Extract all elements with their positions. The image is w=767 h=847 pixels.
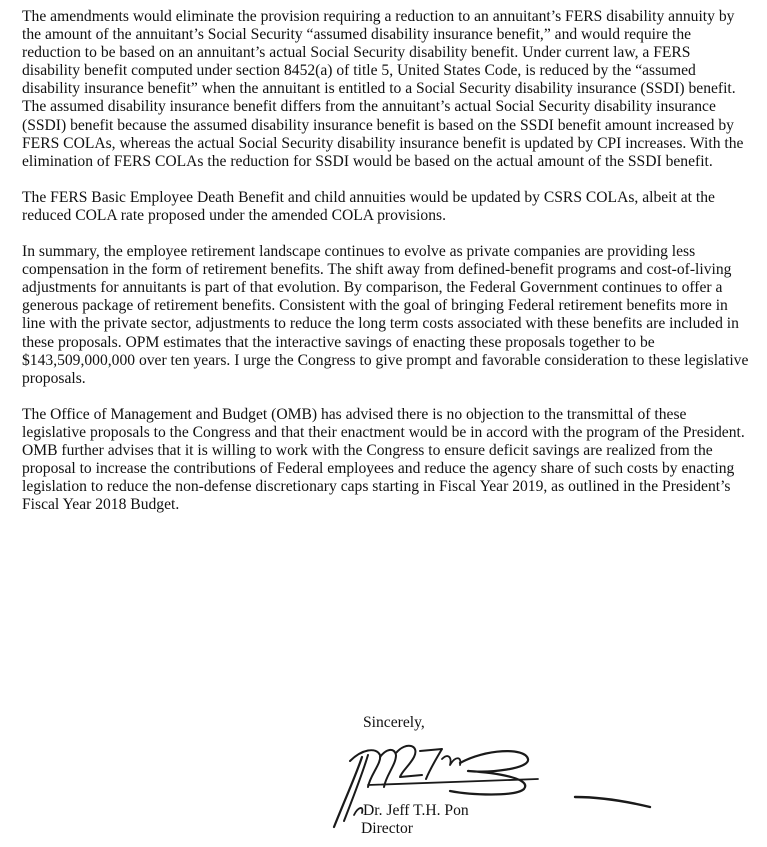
signer-title: Director bbox=[361, 820, 413, 837]
signer-name: Dr. Jeff T.H. Pon bbox=[363, 802, 469, 819]
letter-body bbox=[22, 8, 750, 532]
paragraph-omb: The Office of Management and Budget (OMB) has advised there is no objection to the transmittal of these legislative proposals to the Congress and that their enactment would be in accord with the program of the President. OMB further advises that it is willing to work with the Congress to ensure deficit savings are realized from the proposal to increase the contributions of Federal employees and reduce the agency share of such costs by enacting legislation to reduce the non-defense discretionary caps starting in Fiscal Year 2019, as outlined in the President’s Fiscal Year 2018 Budget. bbox=[22, 405, 745, 514]
paragraph-death-benefit: The FERS Basic Employee Death Benefit and child annuities would be updated by CSRS COLAs, albeit at the reduced COLA rate proposed under the amended COLA provisions. bbox=[22, 188, 715, 224]
closing-salutation: Sincerely, bbox=[363, 714, 425, 731]
paragraph-summary: In summary, the employee retirement landscape continues to evolve as private companies are providing less compensation in the form of retirement benefits. The shift away from defined-benefit programs and cost-of-living adjustments for annuitants is part of that evolution. By comparison, the Federal Government continues to offer a generous package of retirement benefits. Consistent with the goal of bringing Federal retirement benefits more in line with the private sector, adjustments to reduce the long term costs associated with these benefits are included in these proposals. OPM estimates that the interactive savings of enacting these proposals together to be $143,509,000,000 over ten years. I urge the Congress to give prompt and favorable consideration to these legislative proposals. bbox=[22, 243, 749, 387]
paragraph-ssdi-amendment: The amendments would eliminate the provision requiring a reduction to an annuitant’s FERS disability annuity by the amount of the annuitant’s Social Security “assumed disability insurance benefit,” and would require the reduction to be based on an annuitant’s actual Social Security disability benefit. Under current law, a FERS disability benefit computed under section 8452(a) of title 5, United States Code, is reduced by the “assumed disability insurance benefit” when the annuitant is entitled to a Social Security disability insurance (SSDI) benefit. The assumed disability insurance benefit differs from the annuitant’s actual Social Security disability insurance (SSDI) benefit because the assumed disability insurance benefit is based on the SSDI benefit amount increased by FERS COLAs, whereas the actual Social Security disability insurance benefit is updated by CPI increases. With the elimination of FERS COLAs the reduction for SSDI would be based on the actual amount of the SSDI benefit. bbox=[22, 8, 744, 170]
